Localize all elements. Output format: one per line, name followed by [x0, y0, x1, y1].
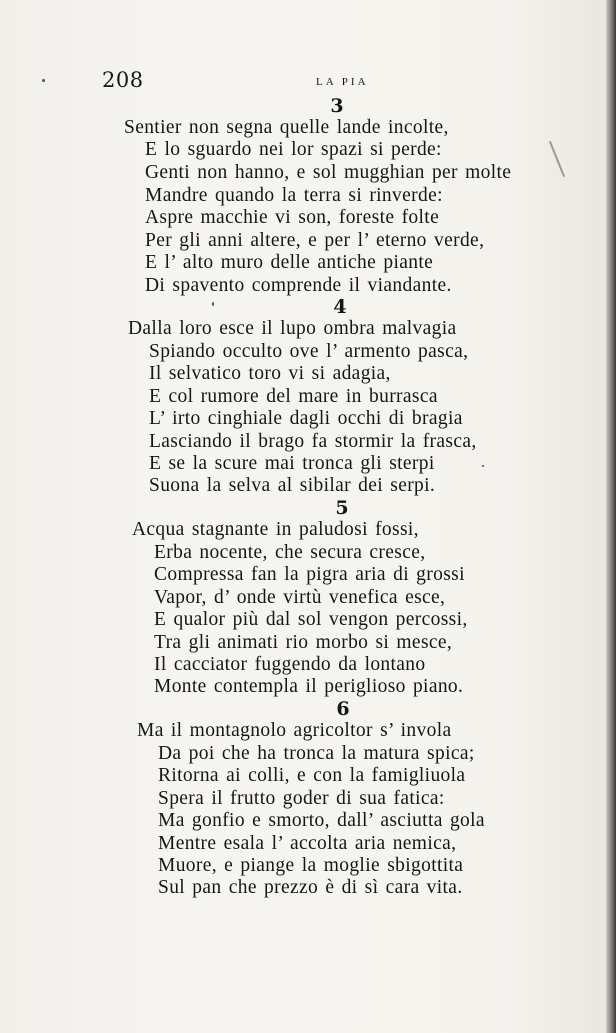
verse-line: Aspre macchie vi son, foreste folte — [145, 207, 440, 228]
verse-line: Sentier non segna quelle lande incolte, — [124, 117, 449, 138]
running-head: LA PIA — [316, 76, 369, 88]
stanza-number: 5 — [335, 497, 349, 519]
ink-speck — [482, 465, 484, 467]
verse-line: Il selvatico toro vi si adagia, — [149, 363, 391, 384]
verse-line: Spera il frutto goder di sua fatica: — [158, 788, 445, 809]
verse-line: Genti non hanno, e sol mugghian per molte — [145, 162, 512, 183]
verse-line: Suona la selva al sibilar dei serpi. — [149, 475, 436, 496]
verse-line: Compressa fan la pigra aria di grossi — [154, 564, 465, 585]
verse-line: Per gli anni altere, e per l’ eterno verde, — [145, 230, 485, 251]
verse-line: Il cacciator fuggendo da lontano — [154, 654, 426, 675]
verse-line: L’ irto cinghiale dagli occhi di bragia — [149, 408, 463, 429]
pencil-mark — [549, 141, 565, 177]
verse-line: E lo sguardo nei lor spazi si perde: — [145, 139, 442, 160]
stanza-number: 3 — [330, 95, 344, 117]
verse-line: Muore, e piange la moglie sbigottita — [158, 855, 464, 876]
page-header — [0, 68, 616, 98]
verse-line: Tra gli animati rio morbo si mesce, — [154, 632, 453, 653]
verse-line: Erba nocente, che secura cresce, — [154, 542, 426, 563]
stanza-number: 6 — [336, 698, 350, 720]
verse-line: Spiando occulto ove l’ armento pasca, — [149, 341, 469, 362]
verse-line: Sul pan che prezzo è di sì cara vita. — [158, 877, 463, 898]
verse-line: E col rumore del mare in burrasca — [149, 386, 438, 407]
verse-line: Monte contempla il periglioso piano. — [154, 676, 464, 697]
verse-line: Di spavento comprende il viandante. — [145, 275, 452, 296]
verse-line: Lasciando il brago fa stormir la frasca, — [149, 431, 477, 452]
verse-line: E l’ alto muro delle antiche piante — [145, 252, 434, 273]
verse-line: Ma il montagnolo agricoltor s’ invola — [137, 720, 452, 741]
verse-line: Mentre esala l’ accolta aria nemica, — [158, 833, 457, 854]
verse-line: Vapor, d’ onde virtù venefica esce, — [154, 587, 446, 608]
verse-line: Ma gonfio e smorto, dall’ asciutta gola — [158, 810, 485, 831]
verse-line: E qualor più dal sol vengon percossi, — [154, 609, 468, 630]
verse-line: Mandre quando la terra si rinverde: — [145, 185, 443, 206]
book-spine-edge — [606, 0, 616, 1033]
verse-line: E se la scure mai tronca gli sterpi — [149, 453, 435, 474]
verse-line: Dalla loro esce il lupo ombra malvagia — [128, 318, 457, 339]
ink-speck — [212, 302, 214, 306]
page-number: 208 — [102, 68, 144, 92]
stanza-number: 4 — [333, 296, 347, 318]
verse-line: Ritorna ai colli, e con la famigliuola — [158, 765, 466, 786]
verse-line: Acqua stagnante in paludosi fossi, — [132, 519, 419, 540]
verse-line: Da poi che ha tronca la matura spica; — [158, 743, 475, 764]
